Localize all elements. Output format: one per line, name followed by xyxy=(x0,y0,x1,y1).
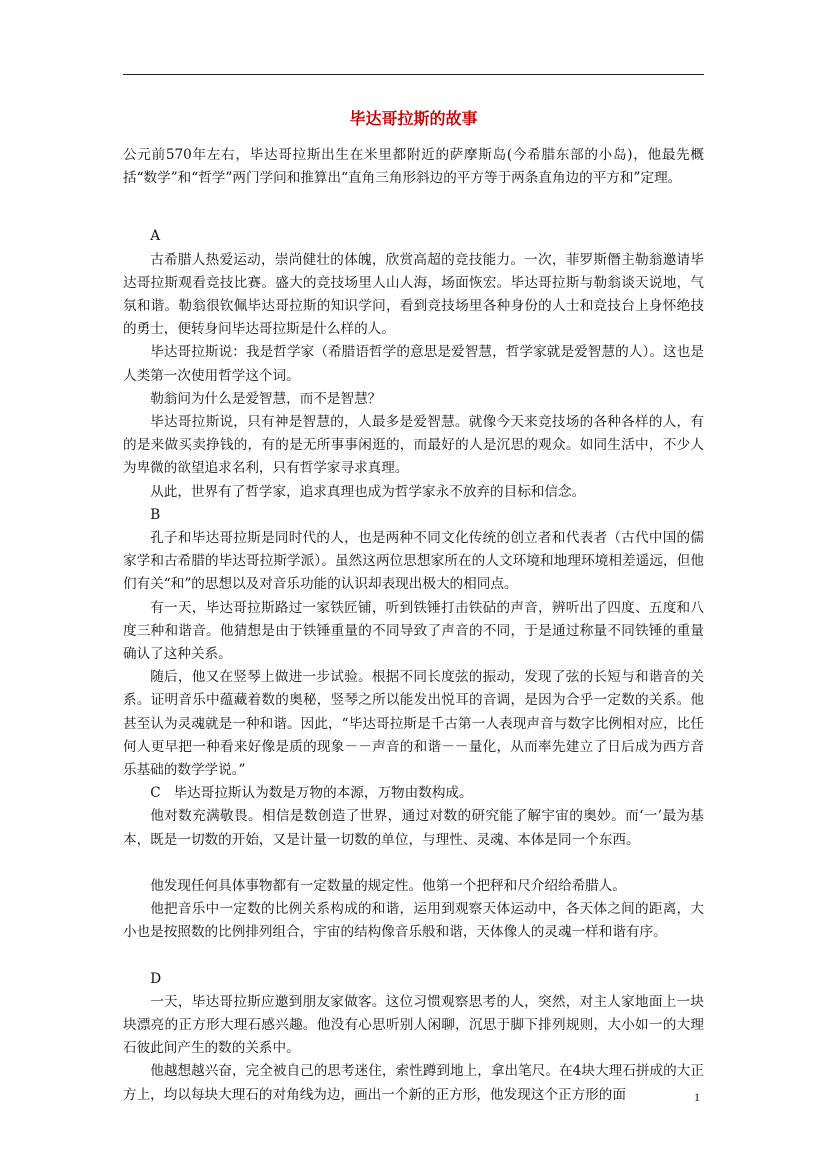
section-c-paragraph-2: 他发现任何具体事物都有一定数量的规定性。他第一个把秤和尺介绍给希腊人。 xyxy=(150,877,626,894)
page-number: 1 xyxy=(694,1090,700,1104)
section-b-paragraph-3: 随后，他又在竖琴上做进一步试验。根据不同长度弦的振动，发现了弦的长短与和谐音的关系。证明音乐中蕴藏着数的奥秘，竖琴之所以能发出悦耳的音调，是因为合乎一定数的关系。他甚至认为灵魂就是一种和谐。因此，“毕达哥拉斯是千古第一人表现声音与数字比例相对应，比任何人更早把一种看来好像是质的现象－－声音的和谐－－量化，从而率先建立了日后成为西方音乐基础的数学学说。” xyxy=(123,669,704,779)
section-a-paragraph-2: 毕达哥拉斯说：我是哲学家（希腊语哲学的意思是爱智慧，哲学家就是爱智慧的人）。这也是人类第一次使用哲学这个词。 xyxy=(123,344,704,384)
section-c-lead xyxy=(123,782,704,805)
header-rule xyxy=(123,74,704,75)
section-b-paragraph-2: 有一天，毕达哥拉斯路过一家铁匠铺，听到铁锤打击铁砧的声音，辨听出了四度、五度和八度三种和谐音。他猜想是由于铁锤重量的不同导致了声音的不同，于是通过称量不同铁锤的重量确认了这种关系。 xyxy=(123,599,704,663)
section-b-paragraph-1: 孔子和毕达哥拉斯是同时代的人，也是两种不同文化传统的创立者和代表者（古代中国的儒家学和古希腊的毕达哥拉斯学派）。虽然这两位思想家所在的人文环境和地理环境相差遥远，但他们有关“和”的思想以及对音乐功能的认识却表现出极大的相同点。 xyxy=(123,530,704,593)
page-title: 毕达哥拉斯的故事 xyxy=(349,109,478,128)
section-a-paragraph-4: 毕达哥拉斯说，只有神是智慧的，人最多是爱智慧。就像今天来竞技场的各种各样的人，有的是来做买卖挣钱的，有的是无所事事闲逛的，而最好的人是沉思的观众。如同生活中，不少人为卑微的欲望追求名利，只有哲学家寻求真理。 xyxy=(123,414,704,477)
section-a-paragraph-3: 勒翁问为什么是爱智慧，而不是智慧？ xyxy=(150,390,382,407)
section-a-marker: A xyxy=(150,228,161,245)
section-b-marker: B xyxy=(150,506,161,523)
section-a-paragraph-1: 古希腊人热爱运动，崇尚健壮的体魄，欣赏高超的竞技能力。一次，菲罗斯僭主勒翁邀请毕达哥拉斯观看竞技比赛。盛大的竞技场里人山人海，场面恢宏。毕达哥拉斯与勒翁谈天说地，气氛和谐。勒翁很钦佩毕达哥拉斯的知识学问，看到竞技场里各种身份的人士和竞技台上身怀绝技的勇士，便转身问毕达哥拉斯是什么样的人。 xyxy=(123,251,704,338)
section-c-paragraph-3: 他把音乐中一定数的比例关系构成的和谐，运用到观察天体运动中，各天体之间的距离，大小也是按照数的比例排列组合，宇宙的结构像音乐般和谐，天体像人的灵魂一样和谐有序。 xyxy=(123,901,704,941)
section-c-paragraph-1: 他对数充满敬畏。相信是数创造了世界，通过对数的研究能了解宇宙的奥妙。而‘一’最为基本，既是一切数的开始，又是计量一切数的单位，与理性、灵魂、本体是同一个东西。 xyxy=(123,808,704,848)
article-body xyxy=(123,144,704,1107)
section-c-lead-text: 毕达哥拉斯认为数是万物的本源，万物由数构成。 xyxy=(173,785,473,802)
section-d-marker: D xyxy=(150,970,162,987)
section-d-paragraph-2: 他越想越兴奋，完全被自己的思考迷住，索性蹲到地上，拿出笔尺。在4块大理石拼成的大正方上，均以每块大理石的对角线为边，画出一个新的正方形，他发现这个正方形的面 xyxy=(123,1063,704,1103)
section-a-paragraph-5: 从此，世界有了哲学家，追求真理也成为哲学家永不放弃的目标和信念。 xyxy=(150,483,586,500)
section-c-marker: C xyxy=(150,785,161,802)
section-d-paragraph-1: 一天，毕达哥拉斯应邀到朋友家做客。这位习惯观察思考的人，突然，对主人家地面上一块块漂亮的正方形大理石感兴趣。他没有心思听别人闲聊，沉思于脚下排列规则，大小如一的大理石彼此间产生的数的关系中。 xyxy=(123,993,704,1057)
intro-paragraph: 公元前570年左右，毕达哥拉斯出生在米里都附近的萨摩斯岛(今希腊东部的小岛)，他最先概括“数学”和“哲学”两门学问和推算出“直角三角形斜边的平方等于两条直角边的平方和”定理。 xyxy=(123,147,704,187)
